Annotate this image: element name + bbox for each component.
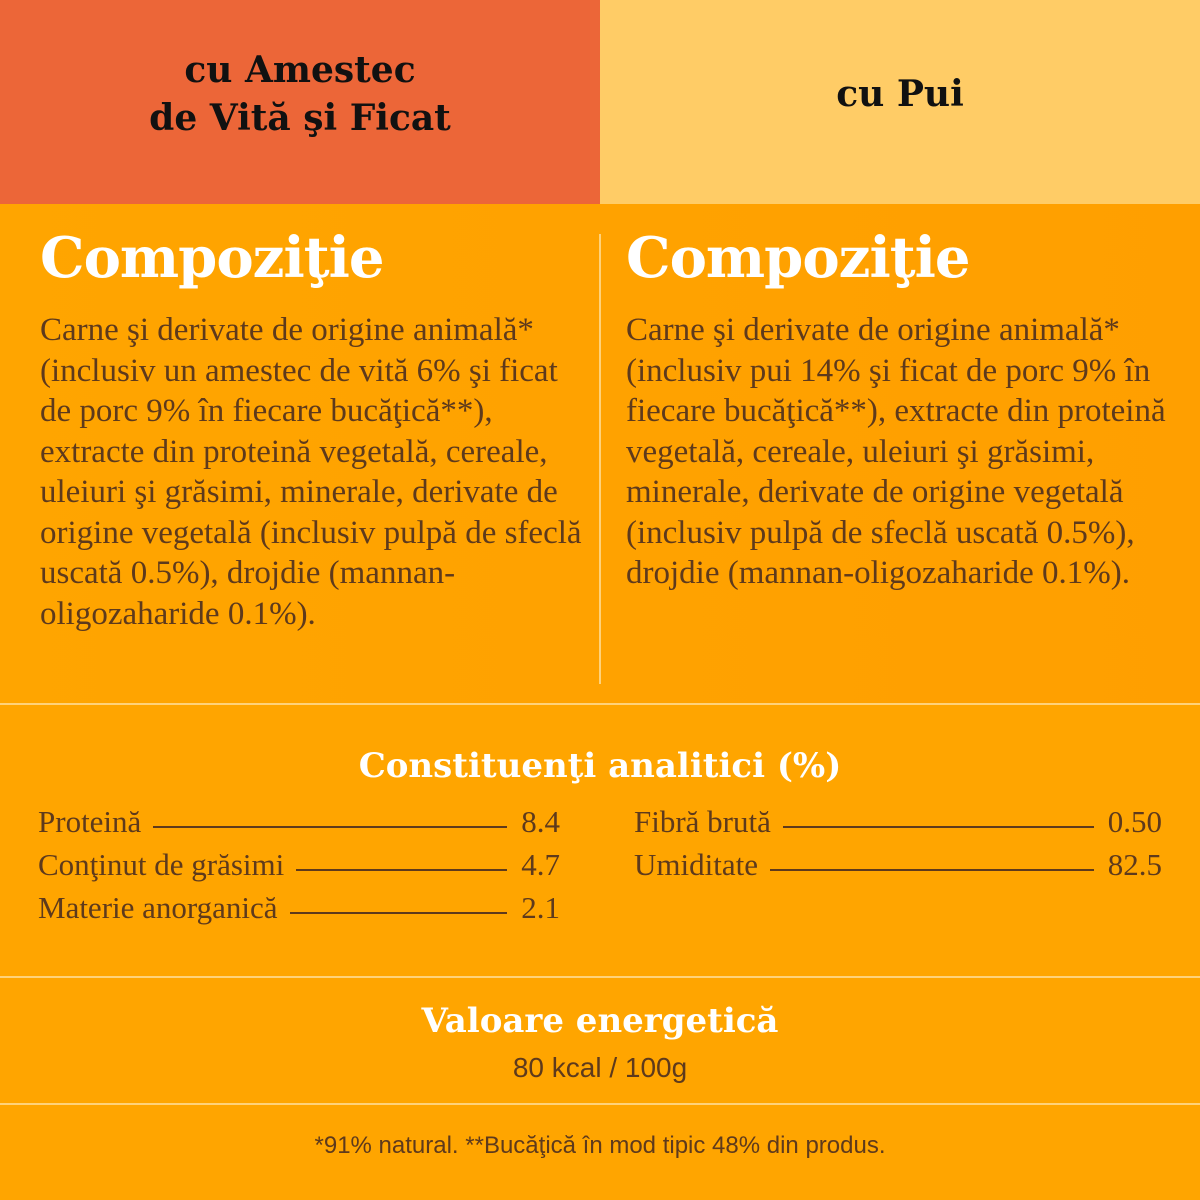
- analytical-value: 8.4: [521, 804, 560, 839]
- section-divider-top: [0, 703, 1200, 705]
- energy-value: 80 kcal / 100g: [512, 1052, 688, 1083]
- analytical-row: [38, 890, 560, 930]
- analytical-row: [38, 804, 560, 844]
- composition-left-column: [40, 224, 585, 634]
- analytical-row: [38, 847, 560, 887]
- leader-line: [290, 912, 508, 914]
- analytical-label: Materie anorganică: [38, 890, 278, 925]
- analytical-section: [0, 706, 1200, 976]
- leader-line: [783, 826, 1094, 828]
- leader-line: [296, 869, 507, 871]
- variant-chicken-panel: [600, 0, 1200, 204]
- analytical-row: [634, 847, 1162, 887]
- variant-header: [0, 0, 1200, 204]
- composition-section: [0, 204, 1200, 704]
- footnote-section: [0, 1104, 1200, 1200]
- variant-beef-liver-title: cu Amestec de Vită şi Ficat: [149, 49, 451, 139]
- analytical-label: Conţinut de grăsimi: [38, 847, 285, 882]
- analytical-value: 0.50: [1107, 804, 1162, 839]
- analytical-label: Fibră brută: [634, 804, 771, 839]
- composition-left-heading: Compoziţie: [40, 225, 384, 291]
- composition-right-text: Carne şi derivate de origine animală* (inclusiv pui 14% şi ficat de porc 9% în fiecare bucăţică**), extracte din proteină vegetală, cereale, uleiuri şi grăsimi, minerale, derivate de origine vegetală (inclusiv pulpă de sfeclă uscată 0.5%), drojdie (mannan-oligozaharide 0.1%).: [626, 312, 1166, 591]
- energy-title: Valoare energetică: [421, 1001, 779, 1041]
- analytical-row: [634, 804, 1162, 844]
- leader-line: [770, 869, 1094, 871]
- analytical-label: Proteină: [38, 804, 142, 839]
- analytical-value: 4.7: [521, 847, 560, 882]
- analytical-label: Umiditate: [634, 847, 758, 882]
- energy-section: [0, 978, 1200, 1102]
- composition-left-text: Carne şi derivate de origine animală* (inclusiv un amestec de vită 6% şi ficat de porc 9% în fiecare bucăţică**), extracte din proteină vegetală, cereale, uleiuri şi grăsimi, minerale, derivate de origine vegetală (inclusiv pulpă de sfeclă uscată 0.5%), drojdie (mannan-oligozaharide 0.1%).: [40, 312, 582, 632]
- variant-chicken-title: cu Pui: [836, 73, 964, 115]
- leader-line: [153, 826, 507, 828]
- variant-beef-liver-panel: [0, 0, 600, 204]
- analytical-title: Constituenţi analitici (%): [358, 746, 842, 786]
- composition-right-column: [626, 224, 1176, 594]
- analytical-value: 2.1: [521, 890, 560, 925]
- footnote-text: *91% natural. **Bucăţică în mod tipic 48% din produs.: [314, 1132, 886, 1159]
- column-divider: [599, 234, 601, 684]
- composition-right-heading: Compoziţie: [626, 225, 970, 291]
- analytical-value: 82.5: [1107, 847, 1162, 882]
